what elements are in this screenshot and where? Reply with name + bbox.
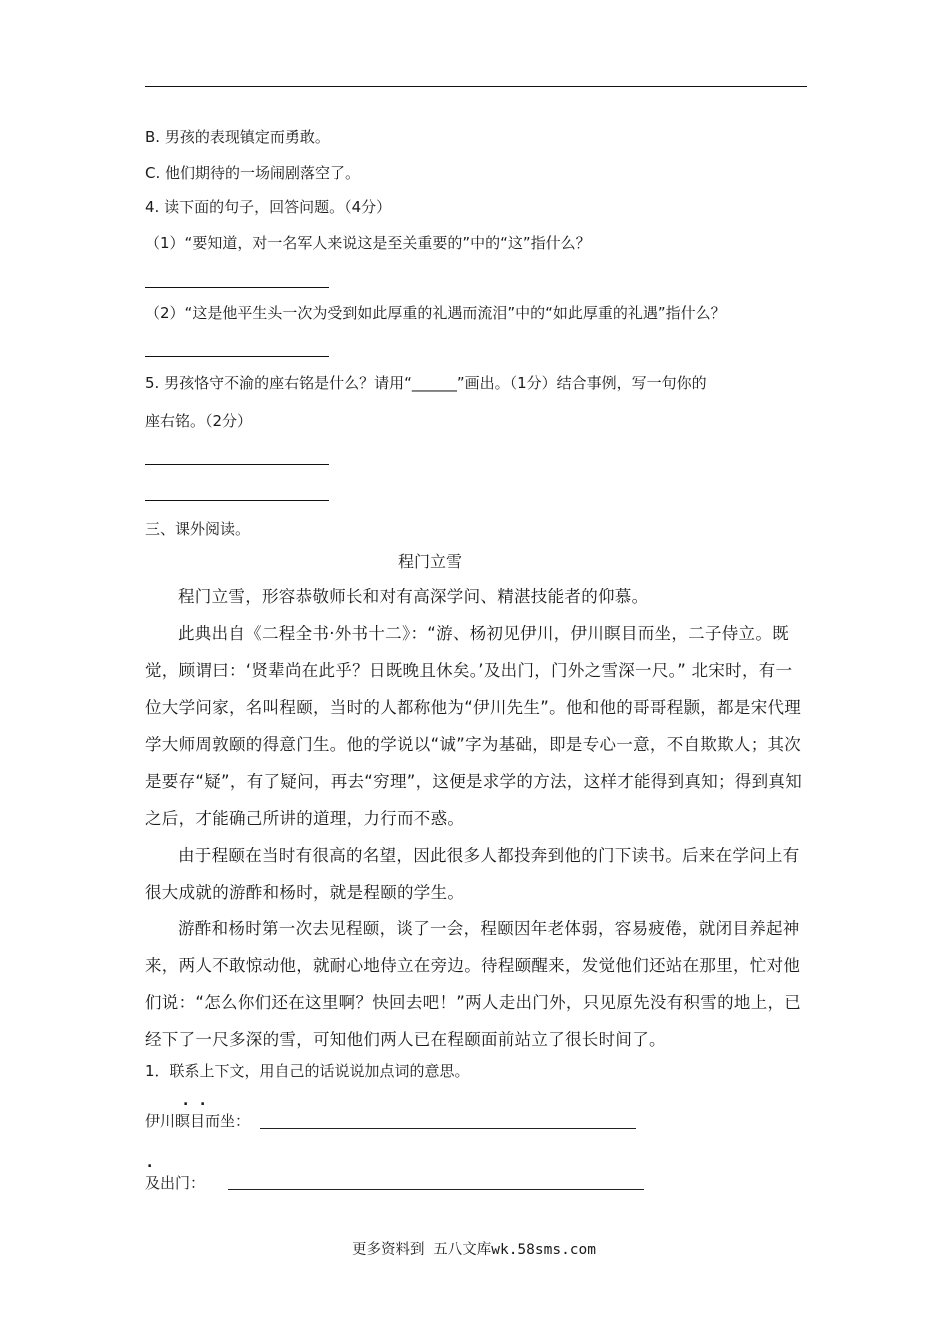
passage-paragraph-2: 此典出自《二程全书·外书十二》：“游、杨初见伊川，伊川瞑目而坐，二子侍立。既觉，顾谓曰：‘贤辈尚在此乎？日既晚且休矣。’及出门，门外之雪深一尺。” 北宋时，有一位大学问家，名叫程颐，当时的人都称他为“伊川先生”。他和他的哥哥程颢，都是宋代理学大师周敦颐的得意门生。他的学说以“诚”字为基础，即是专心一意，不自欺欺人；其次是要存“疑”，有了疑问，再去“穷理”，这便是求学的方法，这样才能得到真知；得到真知之后，才能确己所讲的道理，力行而不惑。	[145, 624, 802, 828]
emphasis-dot: .	[183, 1093, 189, 1109]
passage-paragraph-1: 程门立雪，形容恭敬师长和对有高深学问、精湛技能者的仰慕。	[178, 587, 649, 606]
question-5-line1: 5. 男孩恪守不渝的座右铭是什么？请用“______”画出。（1分）结合事例，写一句你的	[145, 374, 707, 392]
question-4-title: 4. 读下面的句子，回答问题。（4分）	[145, 198, 392, 216]
question-4-sub1: （1）“要知道，对一名军人来说这是至关重要的”中的“这”指什么？	[145, 234, 591, 252]
reading-item-2-label: 及出门：	[145, 1174, 206, 1192]
reading-item-1-label: 伊川瞑目而坐：	[145, 1112, 251, 1130]
passage-paragraph-3: 由于程颐在当时有很高的名望，因此很多人都投奔到他的门下读书。后来在学问上有很大成就的游酢和杨时，就是程颐的学生。	[145, 846, 800, 902]
question-4-sub2: （2）“这是他平生头一次为受到如此厚重的礼遇而流泪”中的“如此厚重的礼遇”指什么？	[145, 304, 726, 322]
option-b: B. 男孩的表现镇定而勇敢。	[145, 128, 330, 146]
answer-line-reading-1	[260, 1128, 636, 1129]
passage-title: 程门立雪	[398, 552, 463, 571]
passage-paragraph-4: 游酢和杨时第一次去见程颐，谈了一会，程颐因年老体弱，容易疲倦，就闭目养起神来，两人不敢惊动他，就耐心地侍立在旁边。待程颐醒来，发觉他们还站在那里，忙对他们说：“怎么你们还在这里啊？快回去吧！”两人走出门外，只见原先没有积雪的地上，已经下了一尺多深的雪，可知他们两人已在程颐面前站立了很长时间了。	[145, 919, 802, 1049]
answer-line-q5-1	[145, 464, 329, 465]
footer-link[interactable]: 更多资料到 五八文库wk.58sms.com	[352, 1242, 596, 1258]
answer-line-q4-1	[145, 287, 329, 288]
option-c: C. 他们期待的一场闹剧落空了。	[145, 164, 361, 182]
emphasis-dot: .	[147, 1155, 153, 1171]
section-3-heading: 三、课外阅读。	[145, 520, 251, 538]
answer-line-reading-2	[228, 1189, 644, 1190]
answer-line-q4-2	[145, 356, 329, 357]
question-5-line2: 座右铭。（2分）	[145, 412, 253, 430]
answer-line-top	[145, 86, 807, 87]
reading-question-1-prompt: 1．联系上下文，用自己的话说说加点词的意思。	[145, 1062, 470, 1080]
emphasis-dot: .	[200, 1093, 206, 1109]
answer-line-q5-2	[145, 500, 329, 501]
